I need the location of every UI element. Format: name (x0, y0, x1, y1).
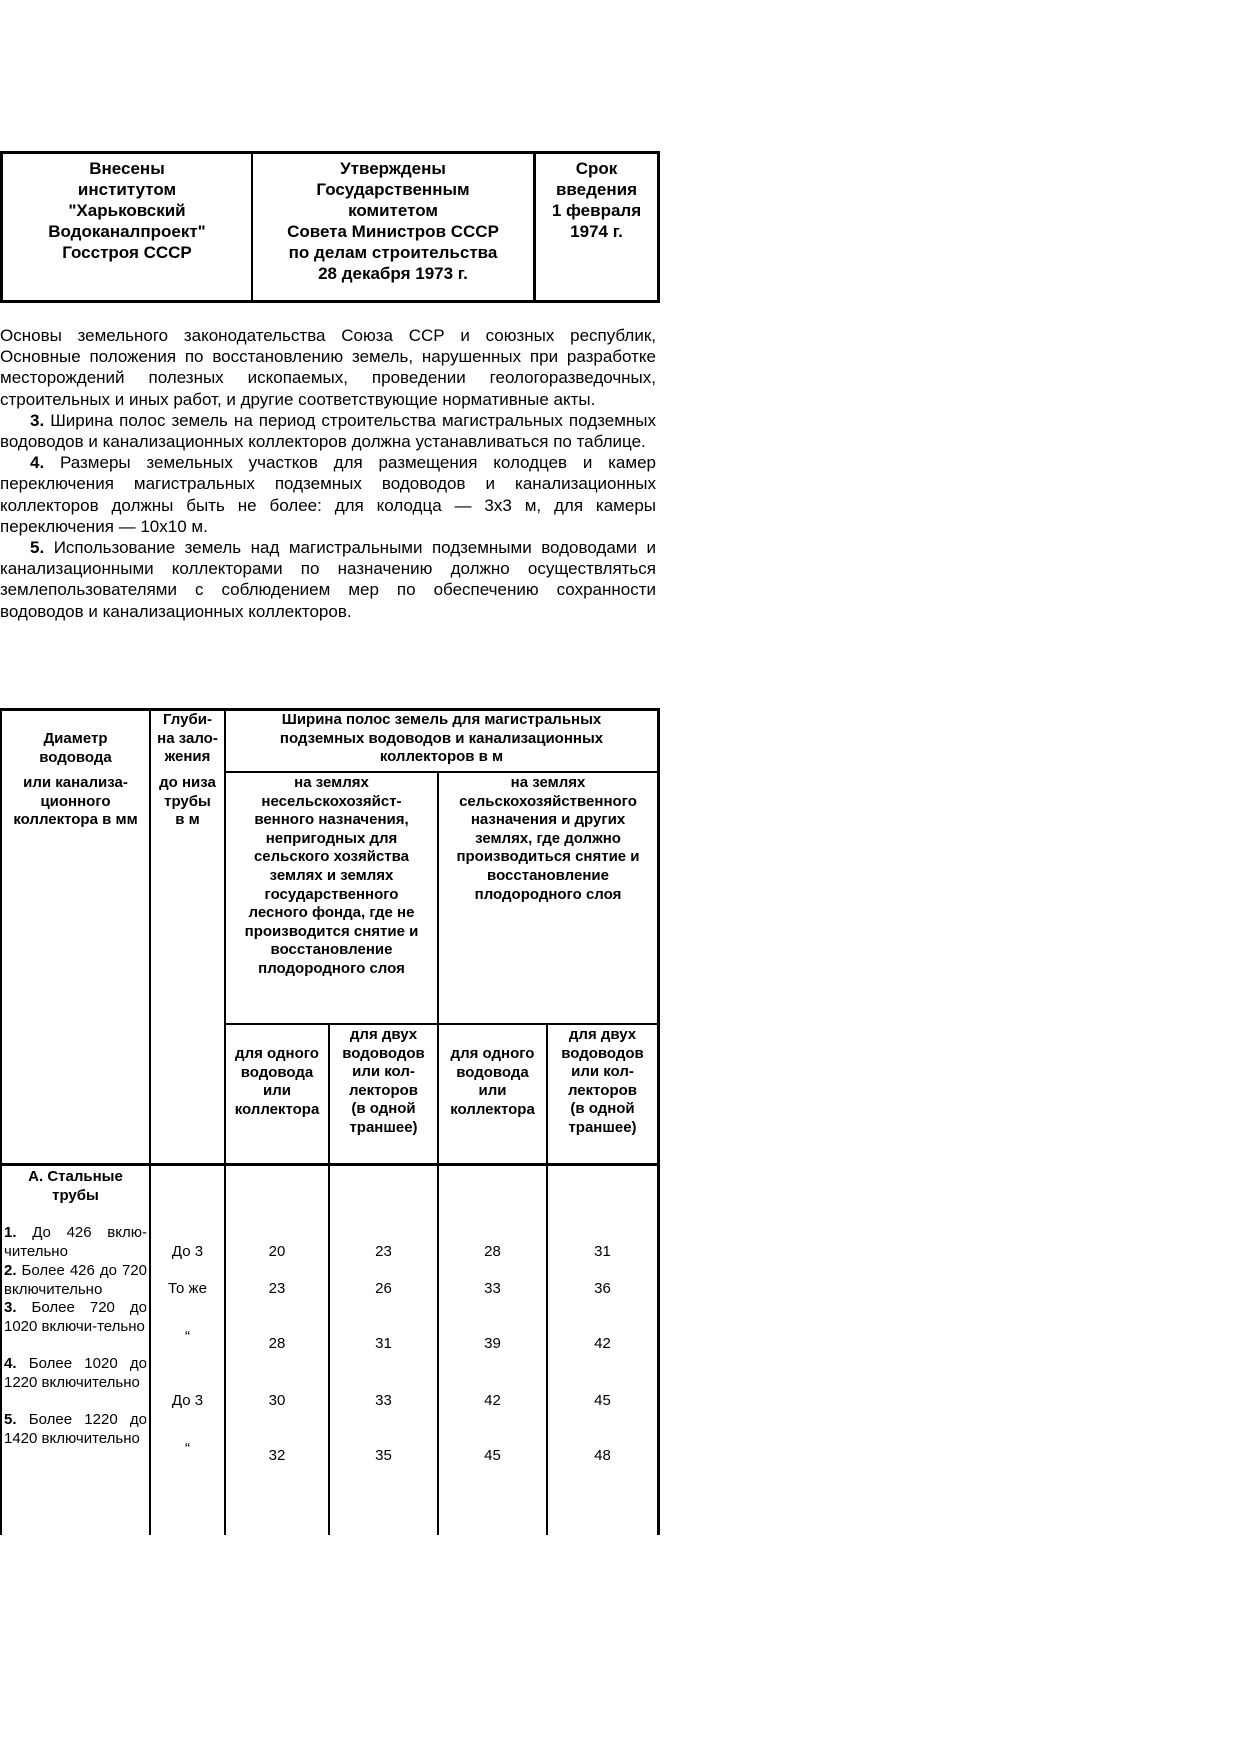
header-non-agricultural-lands: на землях несельскохозяйст- венного назначения, непригодных для сельского хозяйства землях и землях государственного лесного фонда, где не производится снятие и восстановление плодородного слоя (244, 774, 419, 977)
row-2-label: 2. Более 426 до 720 включительно (4, 1262, 147, 1298)
row-1-value-3: 28 (484, 1243, 501, 1260)
paragraph-5: 5. Использование земель над магистральными подземными водоводами и канализационными коллекторами по назначению должно осуществляться землепользователями с соблюдением мер по обеспечению сохранности водоводов и канализационных коллекторов. (0, 538, 656, 621)
row-5-value-3: 45 (484, 1447, 501, 1464)
table-divider (149, 708, 151, 1535)
row-4-value-1: 30 (268, 1392, 286, 1409)
row-5-value-4: 48 (594, 1447, 611, 1464)
row-3-label: 3. Более 720 до 1020 включи-тельно (4, 1299, 148, 1335)
table-header-bottom (0, 1163, 660, 1166)
row-2-depth: То же (168, 1280, 207, 1297)
row-2-value-1: 23 (268, 1280, 286, 1297)
header-depth: Глуби- на зало- жения (157, 711, 218, 766)
header-introduced: Внесены институтом "Харьковский Водоканалпроект" Госстроя СССР (3, 154, 253, 300)
table-border-left (0, 708, 2, 1535)
header-diameter: Диаметр водовода (39, 730, 112, 766)
table-border-right (657, 708, 660, 1535)
row-4-value-2: 33 (375, 1392, 392, 1409)
row-4-depth: До 3 (171, 1392, 204, 1409)
paragraph-4: 4. Размеры земельных участков для размещения колодцев и камер переключения магистральных подземных водоводов и канализационных коллекторов должны быть не более: для колодца — 3х3 м, для камеры переключения — 10х10 м. (0, 453, 656, 536)
row-3-depth: “ (185, 1328, 190, 1345)
row-4-value-4: 45 (594, 1392, 611, 1409)
row-5-depth: “ (185, 1440, 190, 1457)
row-1-label: 1. До 426 вклю-чительно (4, 1224, 147, 1260)
row-3-value-2: 31 (375, 1335, 392, 1352)
body-text (0, 325, 656, 622)
header-single-pipe-2: для одного водовода или коллектора (450, 1045, 535, 1118)
row-5-label: 5. Более 1220 до 1420 включительно (4, 1411, 148, 1447)
paragraph-3: 3. Ширина полос земель на период строительства магистральных подземных водоводов и канализационных коллекторов должна устанавливаться по таблице. (0, 410, 656, 452)
paragraph-1: Основы земельного законодательства Союза ССР и союзных республик, Основные положения по восстановлению земель, нарушенных при разработке месторождений полезных ископаемых, проведении геологоразведочных, строительных и иных работ, и другие соответствующие нормативные акты. (0, 326, 656, 409)
row-5-value-1: 32 (268, 1447, 286, 1464)
row-1-value-2: 23 (375, 1243, 392, 1260)
table-divider (224, 1023, 658, 1025)
header-table (0, 151, 660, 303)
header-agricultural-lands: на землях сельскохозяйственного назначения и других землях, где должно производиться снятие и восстановление плодородного слоя (456, 774, 640, 903)
row-5-value-2: 35 (375, 1447, 392, 1464)
row-3-value-1: 28 (268, 1335, 286, 1352)
header-single-pipe-1: для одного водовода или коллектора (234, 1045, 320, 1118)
table-divider (224, 771, 658, 773)
row-3-value-3: 39 (484, 1335, 501, 1352)
row-1-value-1: 20 (268, 1243, 286, 1260)
row-2-value-4: 36 (594, 1280, 611, 1297)
section-steel-pipes: А. Стальные трубы (28, 1168, 123, 1204)
header-double-pipe-2: для двух водоводов или кол- лекторов (в одной траншее) (561, 1026, 644, 1136)
land-width-table (0, 708, 660, 1535)
row-3-value-4: 42 (594, 1335, 611, 1352)
header-approved: Утверждены Государственным комитетом Совета Министров СССР по делам строительства 28 декабря 1973 г. (253, 154, 536, 300)
row-2-value-2: 26 (375, 1280, 392, 1297)
header-diameter-continued: или канализа- ционного коллектора в мм (13, 774, 138, 829)
row-4-label: 4. Более 1020 до 1220 включительно (4, 1355, 148, 1391)
row-2-value-3: 33 (484, 1280, 501, 1297)
header-strip-width: Ширина полос земель для магистральных подземных водоводов и канализационных коллекторов в м (279, 711, 604, 766)
header-effective-date: Срок введения 1 февраля 1974 г. (551, 159, 642, 241)
row-4-value-3: 42 (484, 1392, 501, 1409)
row-1-depth: До 3 (171, 1243, 204, 1260)
row-1-value-4: 31 (594, 1243, 611, 1260)
header-double-pipe-1: для двух водоводов или кол- лекторов (в одной траншее) (342, 1026, 425, 1136)
header-depth-continued: до низа трубы в м (159, 774, 216, 829)
